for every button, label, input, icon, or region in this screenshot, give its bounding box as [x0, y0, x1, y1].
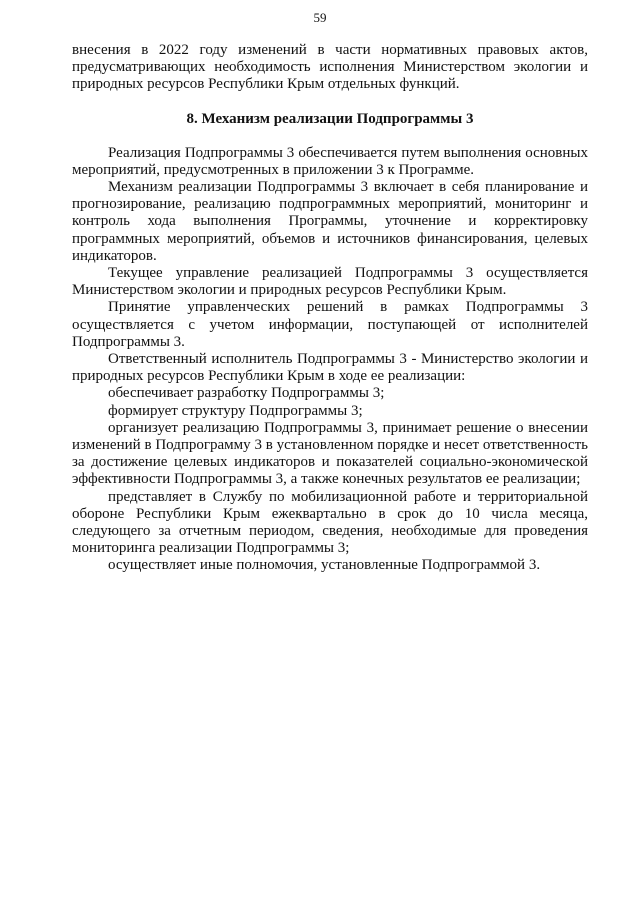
paragraph-current-management: Текущее управление реализацией Подпрограммы 3 осуществляется Министерством экологии и природных ресурсов Республики Крым. — [72, 265, 588, 299]
duty-reporting: представляет в Службу по мобилизационной работе и территориальной обороне Республики Крым ежеквартально в срок до 10 числа месяца, следующего за отчетным периодом, сведения, необходимые для проведения мониторинга реализации Подпрограммы 3; — [72, 488, 588, 557]
paragraph-responsible-executor: Ответственный исполнитель Подпрограммы 3 - Министерство экологии и природных ресурсов Республики Крым в ходе ее реализации: — [72, 351, 588, 385]
duty-development: обеспечивает разработку Подпрограммы 3; — [108, 385, 385, 402]
paragraph-mechanism: Механизм реализации Подпрограммы 3 включает в себя планирование и прогнозирование, реализацию подпрограммных мероприятий, мониторинг и контроль хода выполнения Программы, уточнение и корректировку программных мероприятий, объемов и источников финансирования, целевых индикаторов. — [72, 179, 588, 264]
duty-organization: организует реализацию Подпрограммы 3, принимает решение о внесении изменений в Подпрограмму 3 в установленном порядке и несет ответственность за достижение целевых индикаторов и показателей социально-экономической эффективности Подпрограммы 3, а также конечных результатов ее реализации; — [72, 419, 588, 488]
paragraph-implementation: Реализация Подпрограммы 3 обеспечивается путем выполнения основных мероприятий, предусмотренных в приложении 3 к Программе. — [72, 144, 588, 178]
page-number: 59 — [313, 10, 327, 25]
duty-other-powers: осуществляет иные полномочия, установленные Подпрограммой 3. — [108, 557, 541, 574]
paragraph-decisions: Принятие управленческих решений в рамках Подпрограммы 3 осуществляется с учетом информации, поступающей от исполнителей Подпрограммы 3. — [72, 299, 588, 350]
duty-structure: формирует структуру Подпрограммы 3; — [108, 402, 363, 419]
section-heading: 8. Механизм реализации Подпрограммы 3 — [186, 110, 474, 127]
intro-paragraph: внесения в 2022 году изменений в части нормативных правовых актов, предусматривающих необходимость исполнения Министерством экологии и природных ресурсов Республики Крым отдельных функций. — [72, 42, 588, 93]
document-body — [72, 42, 588, 575]
